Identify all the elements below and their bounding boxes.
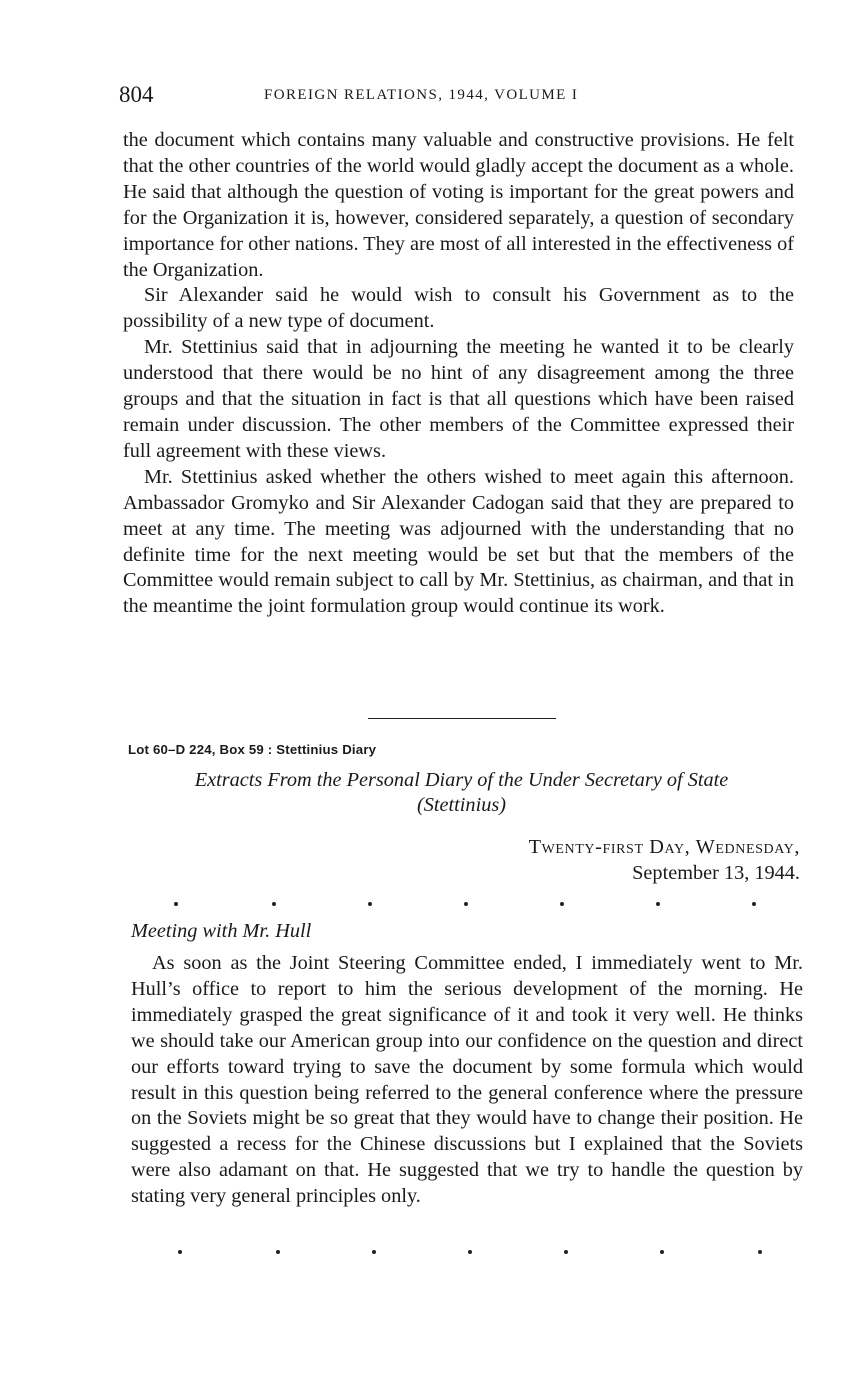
ellipsis-dot <box>272 902 276 906</box>
section-heading: Meeting with Mr. Hull <box>131 920 312 942</box>
document-title <box>123 768 800 818</box>
ellipsis-dot <box>276 1250 280 1254</box>
ellipsis-dot <box>660 1250 664 1254</box>
ellipsis-dot <box>178 1250 182 1254</box>
document-title-line: Extracts From the Personal Diary of the Under Secretary of State <box>194 769 729 791</box>
ellipsis-dot <box>560 902 564 906</box>
dateline-day: Twenty-first Day, Wednesday, <box>528 836 800 858</box>
ellipsis-dot <box>372 1250 376 1254</box>
ellipsis-dot <box>758 1250 762 1254</box>
paragraph: Sir Alexander said he would wish to consult his Government as to the possibility of a new type of document. <box>123 284 794 333</box>
document-source: Lot 60–D 224, Box 59 : Stettinius Diary <box>128 742 377 757</box>
dateline <box>380 834 800 886</box>
document-title-line: (Stettinius) <box>417 794 506 816</box>
ellipsis-row <box>120 902 800 912</box>
ellipsis-dot <box>468 1250 472 1254</box>
section-divider <box>368 718 556 719</box>
ellipsis-dot <box>752 902 756 906</box>
ellipsis-dot <box>564 1250 568 1254</box>
paragraph: As soon as the Joint Steering Committee ended, I immediately went to Mr. Hull’s office to report to him the serious development of the morning. He immediately grasped the great significance of it and took it very well. He thinks we should take our American group into our confidence on the question and direct our efforts toward trying to save the document by some formula which would result in this question being referred to the general conference where the pressure on the Soviets might be so great that they would have to change their position. He suggested a recess for the Chinese discussions but I explained that the Soviets were also adamant on that. He suggested that we try to handle the question by stating very general principles only. <box>131 952 803 1208</box>
paragraph: the document which contains many valuable and constructive provisions. He felt that the other countries of the world would gladly accept the document as a whole. He said that although the question of voting is important for the great powers and for the Organization it is, however, considered separately, a question of secondary importance for other nations. They are most of all interested in the effectiveness of the Organization. <box>123 129 794 281</box>
ellipsis-row <box>120 1250 800 1260</box>
ellipsis-dot <box>368 902 372 906</box>
page-header <box>119 82 799 112</box>
ellipsis-dot <box>464 902 468 906</box>
running-head: FOREIGN RELATIONS, 1944, VOLUME I <box>264 87 579 103</box>
page-number: 804 <box>119 82 154 107</box>
ellipsis-dot <box>174 902 178 906</box>
paragraph: Mr. Stettinius said that in adjourning the meeting he wanted it to be clearly understood that there would be no hint of any disagreement among the three groups and that the situation in fact is that all questions which have been raised remain under discussion. The other members of the Committee expressed their full agreement with these views. <box>123 336 794 462</box>
continued-text <box>123 128 794 620</box>
diary-text <box>131 951 803 1210</box>
paragraph: Mr. Stettinius asked whether the others wished to meet again this afternoon. Ambassador Gromyko and Sir Alexander Cadogan said that they are prepared to meet at any time. The meeting was adjourned with the understanding that no definite time for the next meeting would be set but that the members of the Committee would remain subject to call by Mr. Stettinius, as chairman, and that in the meantime the joint formulation group would continue its work. <box>123 465 794 618</box>
dateline-date: September 13, 1944. <box>632 862 800 884</box>
ellipsis-dot <box>656 902 660 906</box>
